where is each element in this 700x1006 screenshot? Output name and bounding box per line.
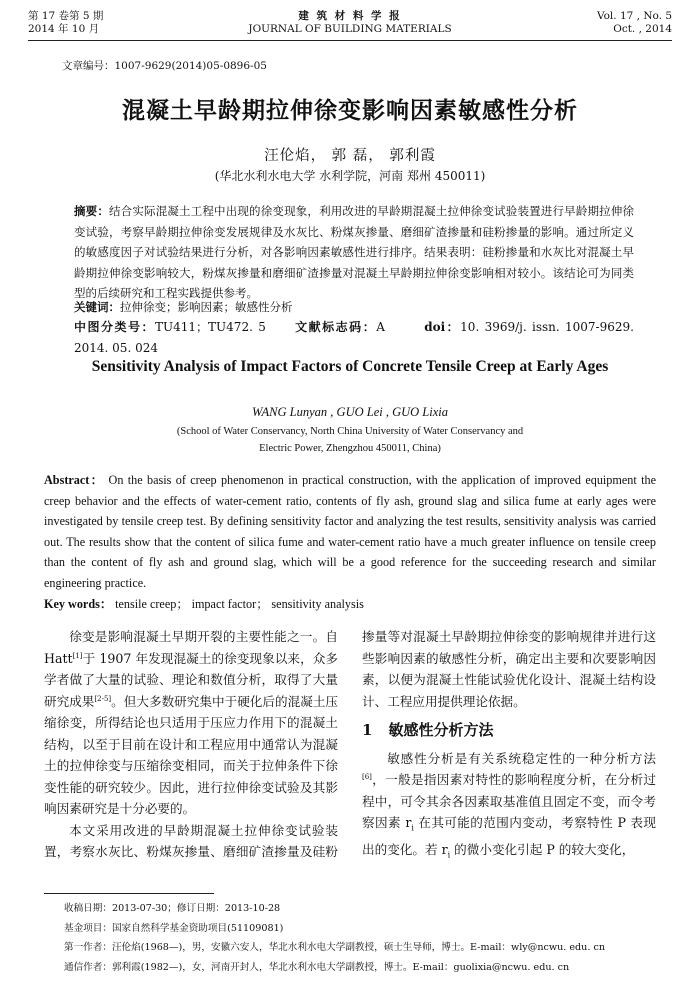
footnotes: [64, 899, 664, 977]
citation-ref: [1]: [72, 651, 83, 660]
title-en: Sensitivity Analysis of Impact Factors of Concrete Tensile Creep at Early Ages: [91, 358, 609, 375]
subscript: i: [411, 823, 414, 833]
volume-en: Vol. 17 , No. 5: [596, 10, 672, 22]
authors-cn: 汪伦焰， 郭 磊， 郭利霞: [264, 148, 436, 164]
text-run: 徐变是影响混凝土早期开裂的主要性能之一。自 Hatt: [44, 629, 338, 666]
footnote-received: 收稿日期：2013-07-30；修订日期：2013-10-28: [64, 903, 281, 914]
citation-ref: [6]: [362, 772, 372, 781]
text-run: 的微小变化引起 P 的较大变化，: [450, 842, 635, 858]
text-run: ，一般是指因素对特性的影响程度分析，在分析过程中，可令其余各因素取基准值且固定不变，而令考察因素 r: [362, 772, 656, 830]
classification-line: [74, 317, 634, 358]
abstract-cn: [74, 201, 634, 304]
keywords-en-label: Key words：: [44, 597, 113, 611]
article-number: 文章编号：1007-9629(2014)05-0896-05: [62, 60, 267, 72]
abstract-cn-label: 摘要：: [74, 204, 110, 218]
keywords-en: [44, 594, 656, 615]
doc-code-value: A: [376, 320, 385, 334]
header-center: [150, 10, 550, 36]
header-rule: [28, 40, 672, 41]
section-1-heading: [362, 720, 656, 742]
journal-name-en: JOURNAL OF BUILDING MATERIALS: [248, 23, 452, 35]
affiliation-cn: (华北水利水电大学 水利学院，河南 郑州 450011): [214, 169, 486, 183]
header-left: [28, 10, 103, 36]
section-title: 敏感性分析方法: [388, 721, 494, 739]
body-paragraph-1: [44, 626, 338, 820]
header-right: [597, 10, 672, 36]
authors-en: WANG Lunyan , GUO Lei , GUO Lixia: [252, 405, 448, 419]
clc-label: 中图分类号：: [74, 320, 156, 334]
citation-ref: [2-5]: [94, 694, 112, 703]
footnote-first-author: 第一作者：汪伦焰(1968—)，男，安徽六安人，华北水利水电大学副教授，硕士生导师，博士。E-mail：wly@ncwu. edu. cn: [64, 942, 606, 953]
body-right-column: [362, 626, 656, 866]
title-cn: 混凝土早龄期拉伸徐变影响因素敏感性分析: [122, 97, 578, 124]
footnote-fund: 基金项目：国家自然科学基金资助项目(51109081): [64, 922, 284, 934]
body-paragraph-2-continued: 掺量等对混凝土早龄期拉伸徐变的影响规律并进行这些影响因素的敏感性分析，确定出主要和次要影响因素，以便为混凝土性能试验优化设计、混凝土结构设计、工程应用提供理论依据。: [362, 629, 656, 709]
journal-name-cn: 建 筑 材 料 学 报: [298, 10, 402, 22]
text-run: 本文采用改进的早龄期混凝土拉伸徐变试验装置，考察水灰比、粉煤灰掺量、磨细矿渣掺量及硅粉: [44, 822, 338, 859]
footnote-rule: [44, 893, 214, 894]
volume-cn: 第 17 卷第 5 期: [28, 10, 104, 22]
doi-label: doi：: [424, 320, 461, 334]
keywords-cn: [74, 297, 634, 318]
clc-value: TU411；TU472. 5: [155, 320, 266, 334]
date-en: Oct. , 2014: [613, 23, 672, 35]
abstract-cn-text: 结合实际混凝土工程中出现的徐变现象，利用改进的早龄期混凝土拉伸徐变试验装置进行早龄期拉伸徐变试验，考察早龄期拉伸徐变发展规律及水灰比、粉煤灰掺量、磨细矿渣掺量和硅粉掺量的影响。通过所定义的敏感度因子对试验结果进行分析，对各影响因素敏感性进行排序。结果表明：硅粉掺量和水灰比对混凝土早龄期拉伸徐变影响较大，粉煤灰掺量和磨细矿渣掺量对混凝土早龄期拉伸徐变影响相对较小。该结论可为同类型的后续研究和工程实践提供参考。: [74, 204, 634, 300]
keywords-cn-label: 关键词：: [74, 300, 120, 314]
text-run: 。但大多数研究集中于硬化后的混凝土压缩徐变，所得结论也只适用于压应力作用下的混凝土结构，以至于目前在设计和工程应用中通常认为混凝土的拉伸徐变与压缩徐变相同，而关于拉伸条件下徐变性能的研究较少。因此，进行拉伸徐变试验及其影响因素研究是十分必要的。: [44, 693, 339, 816]
body-left-column: [44, 626, 338, 863]
date-cn: 2014 年 10 月: [28, 23, 100, 35]
text-run: 于 1907 年发现混凝土的徐变现象以来，众多学者做了大量的试验、理论和数值分析，取得了大量研究成果: [44, 650, 338, 709]
text-run: 在其可能的范围内变动，考察特性 P 表现出的变化。若 r: [362, 815, 657, 858]
body-paragraph-3: [362, 748, 656, 867]
abstract-en-text: On the basis of creep phenomenon in practical construction, with the application of improved equipment the creep behavior and the effects of water-cement ratio, contents of fly ash, ground slag and silica fume at early ages were investigated by tensile creep test. By defining sensitivity factor and analyzing the test results, sensitivity analysis was carried out. The results show that the content of silica fume and water-cement ratio have a much greater influence on tensile creep than the content of fly ash and ground slag, which will be a good reference for the succeeding research and similar engineering practice.: [44, 473, 657, 590]
keywords-en-text: tensile creep； impact factor； sensitivity analysis: [115, 597, 364, 611]
abstract-en-label: Abstract：: [44, 473, 105, 487]
footnote-corresponding-author: 通信作者：郭利霞(1982—)，女，河南开封人，华北水利水电大学副教授，博士。E-mail：guolixia@ncwu. edu. cn: [64, 961, 570, 973]
doi-value: 10. 3969/j. issn. 1007-9629. 2014. 05. 024: [74, 320, 634, 355]
subscript: i: [447, 850, 451, 860]
affiliation-en-line1: (School of Water Conservancy, North China University of Water Conservancy and: [176, 426, 524, 437]
text-run: 敏感性分析是有关系统稳定性的一种分析方法: [387, 750, 656, 766]
affiliation-en-line2: Electric Power, Zhengzhou 450011, China): [259, 443, 441, 454]
section-number: 1: [362, 721, 373, 739]
abstract-en: [44, 470, 656, 594]
keywords-cn-text: 拉伸徐变；影响因素；敏感性分析: [120, 300, 293, 314]
doc-code-label: 文献标志码：: [295, 320, 377, 334]
body-paragraph-2: [44, 820, 338, 863]
